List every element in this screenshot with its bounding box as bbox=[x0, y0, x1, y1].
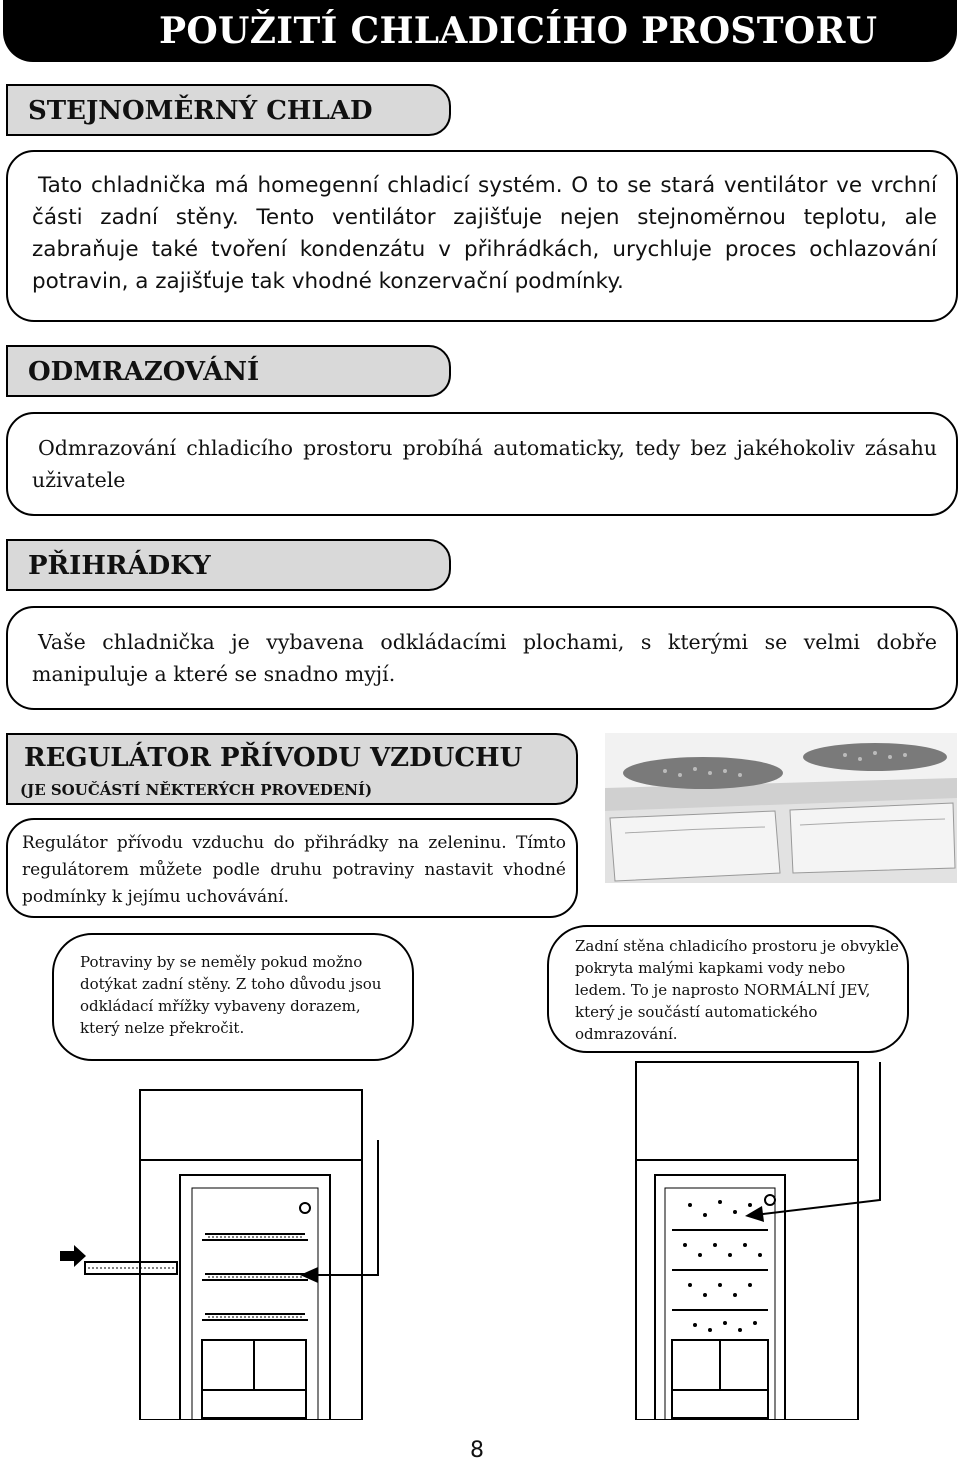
callout-left-text: Potraviny by se neměly pokud možno dotýkat zadní stěny. Z toho důvodu jsou odkládací mřížky vybaveny dorazem, který nelze překročit. bbox=[80, 953, 382, 1037]
section-heading-air-regulator bbox=[6, 733, 578, 805]
page-number: 8 bbox=[470, 1438, 484, 1463]
fridge-left-drawing bbox=[140, 1090, 362, 1420]
subheading-text: (JE SOUČÁSTÍ NĚKTERÝCH PROVEDENÍ) bbox=[20, 781, 373, 799]
shelves-text: Vaše chladnička je vybavena odkládacími plochami, s kterými se velmi dobře manipuluje a které se snadno myjí. bbox=[32, 630, 937, 686]
shelves-box bbox=[6, 606, 958, 710]
section-heading-defrosting bbox=[6, 345, 451, 397]
loose-shelf-drawing bbox=[85, 1262, 177, 1274]
even-cooling-text: Tato chladnička má homegenní chladicí systém. O to se stará ventilátor ve vrchní části zadní stěny. Tento ventilátor zajišťuje nejen stejnoměrnou teplotu, ale zabraňuje také tvoření kondenzátu v přihrádkách, urychluje proces ochlazování potravin, a zajišťuje tak vhodné konzervační podmínky. bbox=[32, 173, 937, 294]
fridge-right-drawing bbox=[636, 1062, 858, 1420]
heading-text: STEJNOMĚRNÝ CHLAD bbox=[28, 96, 373, 126]
section-heading-even-cooling bbox=[6, 84, 451, 136]
callout-right bbox=[547, 925, 909, 1053]
defrosting-box bbox=[6, 412, 958, 516]
callout-right-text: Zadní stěna chladicího prostoru je obvykle pokryta malými kapkami vody nebo ledem. To je naprosto NORMÁLNÍ JEV, který je součástí automatického odmrazování. bbox=[575, 937, 899, 1043]
page-title-bar bbox=[3, 0, 957, 62]
heading-text: REGULÁTOR PŘÍVODU VZDUCHU bbox=[24, 743, 523, 773]
heading-text: PŘIHRÁDKY bbox=[28, 551, 211, 581]
crisper-photo bbox=[605, 733, 957, 883]
air-regulator-box bbox=[6, 818, 578, 918]
heading-text: ODMRAZOVÁNÍ bbox=[28, 357, 260, 387]
section-heading-shelves bbox=[6, 539, 451, 591]
page-title: POUŽITÍ CHLADICÍHO PROSTORU bbox=[159, 10, 878, 52]
defrosting-text: Odmrazování chladicího prostoru probíhá automaticky, tedy bez jakéhokoliv zásahu uživatele bbox=[32, 436, 937, 492]
air-regulator-text: Regulátor přívodu vzduchu do přihrádky na zeleninu. Tímto regulátorem můžete podle druhu potraviny nastavit vhodné podmínky k jejímu uchovávání. bbox=[22, 833, 566, 907]
fridge-illustrations bbox=[0, 1040, 960, 1420]
even-cooling-box bbox=[6, 150, 958, 322]
